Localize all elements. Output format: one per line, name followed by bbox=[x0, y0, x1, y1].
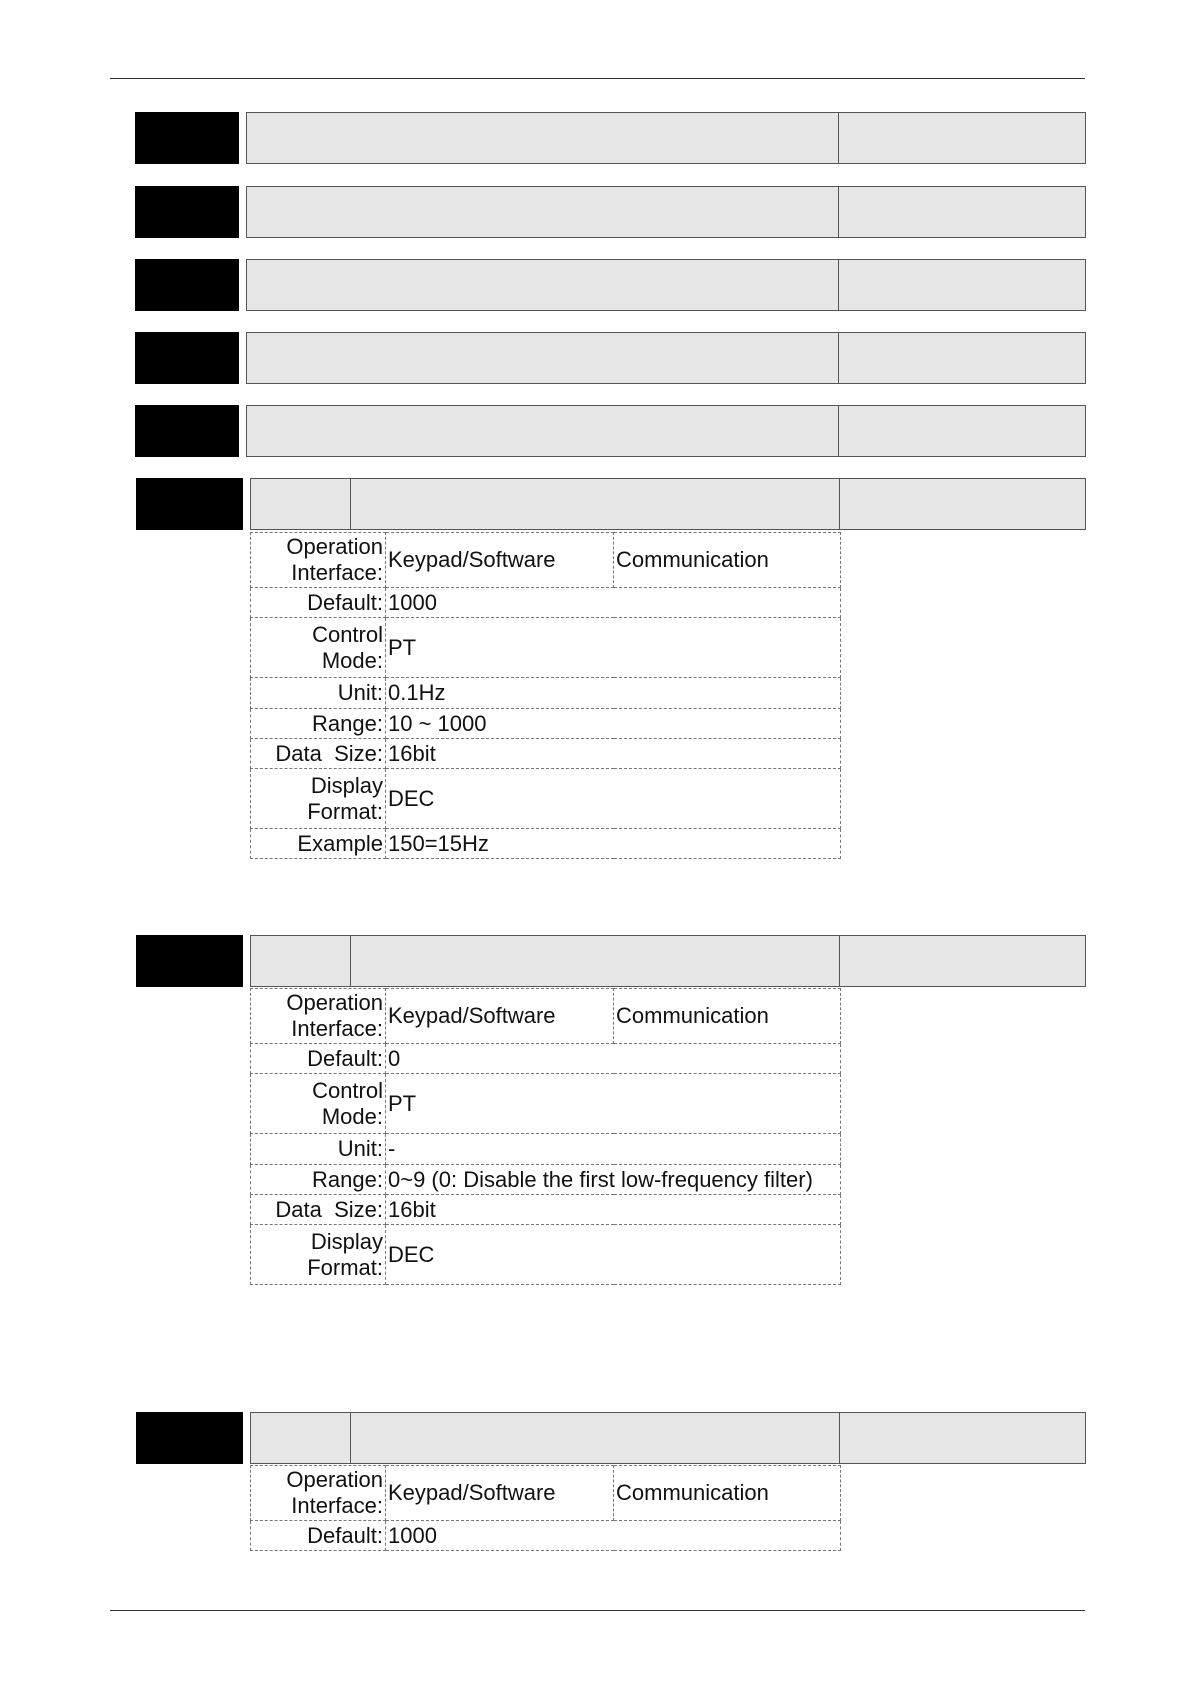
display-format-value: DEC bbox=[386, 1225, 841, 1285]
parameter-code-box bbox=[136, 478, 243, 530]
communication-value: Communication bbox=[614, 989, 841, 1044]
parameter-code-box bbox=[135, 259, 239, 311]
parameter-name-cell bbox=[246, 332, 840, 384]
table-row bbox=[251, 739, 841, 769]
range-label: Range: bbox=[251, 1165, 386, 1195]
parameter-code-box bbox=[135, 186, 239, 238]
default-label: Default: bbox=[251, 1044, 386, 1074]
data-size-value: 16bit bbox=[386, 1195, 841, 1225]
range-value: 10 ~ 1000 bbox=[386, 709, 841, 739]
table-row bbox=[251, 989, 841, 1044]
communication-value: Communication bbox=[614, 1466, 841, 1521]
parameter-type-cell bbox=[250, 478, 352, 530]
table-row bbox=[251, 769, 841, 829]
table-row bbox=[251, 1521, 841, 1551]
parameter-header-5 bbox=[0, 405, 1190, 459]
parameter-code-box bbox=[135, 112, 239, 164]
parameter-header-6 bbox=[0, 478, 1190, 532]
parameter-address-cell bbox=[838, 112, 1086, 164]
control-mode-value: PT bbox=[386, 618, 841, 678]
parameter-code-box bbox=[135, 332, 239, 384]
table-row bbox=[251, 1074, 841, 1134]
operation-interface-label: Operation Interface: bbox=[251, 989, 386, 1044]
default-label: Default: bbox=[251, 1521, 386, 1551]
unit-value: - bbox=[386, 1134, 841, 1165]
table-row bbox=[251, 1225, 841, 1285]
communication-value: Communication bbox=[614, 533, 841, 588]
keypad-software-value: Keypad/Software bbox=[386, 533, 614, 588]
display-format-label: Display Format: bbox=[251, 769, 386, 829]
table-row bbox=[251, 1134, 841, 1165]
keypad-software-value: Keypad/Software bbox=[386, 989, 614, 1044]
control-mode-label: Control Mode: bbox=[251, 618, 386, 678]
table-row bbox=[251, 588, 841, 618]
control-mode-label: Control Mode: bbox=[251, 1074, 386, 1134]
parameter-code-box bbox=[136, 1412, 243, 1464]
display-format-label: Display Format: bbox=[251, 1225, 386, 1285]
table-row bbox=[251, 618, 841, 678]
parameter-address-cell bbox=[839, 478, 1086, 530]
parameter-name-cell bbox=[350, 935, 841, 987]
table-row bbox=[251, 1165, 841, 1195]
operation-interface-label: Operation Interface: bbox=[251, 1466, 386, 1521]
parameter-header-3 bbox=[0, 259, 1190, 313]
parameter-name-cell bbox=[246, 186, 840, 238]
default-value: 1000 bbox=[386, 588, 841, 618]
parameter-address-cell bbox=[839, 935, 1086, 987]
parameter-header-2 bbox=[0, 186, 1190, 240]
data-size-label: Data Size: bbox=[251, 1195, 386, 1225]
header-rule bbox=[110, 78, 1085, 79]
table-row bbox=[251, 1195, 841, 1225]
parameter-name-cell bbox=[350, 1412, 841, 1464]
parameter-address-cell bbox=[838, 186, 1086, 238]
parameter-table-2 bbox=[250, 988, 841, 1285]
table-row bbox=[251, 829, 841, 859]
default-value: 1000 bbox=[386, 1521, 841, 1551]
example-label: Example bbox=[251, 829, 386, 859]
parameter-name-cell bbox=[246, 259, 840, 311]
unit-label: Unit: bbox=[251, 678, 386, 709]
parameter-header-1 bbox=[0, 112, 1190, 166]
parameter-type-cell bbox=[250, 1412, 352, 1464]
parameter-code-box bbox=[136, 935, 243, 987]
parameter-name-cell bbox=[350, 478, 841, 530]
range-value: 0~9 (0: Disable the first low-frequency filter) bbox=[386, 1165, 841, 1195]
parameter-name-cell bbox=[246, 405, 840, 457]
unit-value: 0.1Hz bbox=[386, 678, 841, 709]
keypad-software-value: Keypad/Software bbox=[386, 1466, 614, 1521]
parameter-type-cell bbox=[250, 935, 352, 987]
default-label: Default: bbox=[251, 588, 386, 618]
display-format-value: DEC bbox=[386, 769, 841, 829]
table-row bbox=[251, 709, 841, 739]
parameter-header-7 bbox=[0, 935, 1190, 989]
default-value: 0 bbox=[386, 1044, 841, 1074]
table-row bbox=[251, 678, 841, 709]
parameter-code-box bbox=[135, 405, 239, 457]
data-size-label: Data Size: bbox=[251, 739, 386, 769]
parameter-header-8 bbox=[0, 1412, 1190, 1466]
example-value: 150=15Hz bbox=[386, 829, 841, 859]
parameter-table-3 bbox=[250, 1465, 841, 1551]
parameter-address-cell bbox=[839, 1412, 1086, 1464]
table-row bbox=[251, 1044, 841, 1074]
operation-interface-label: Operation Interface: bbox=[251, 533, 386, 588]
table-row bbox=[251, 1466, 841, 1521]
parameter-header-4 bbox=[0, 332, 1190, 386]
control-mode-value: PT bbox=[386, 1074, 841, 1134]
parameter-address-cell bbox=[838, 259, 1086, 311]
parameter-name-cell bbox=[246, 112, 840, 164]
table-row bbox=[251, 533, 841, 588]
data-size-value: 16bit bbox=[386, 739, 841, 769]
unit-label: Unit: bbox=[251, 1134, 386, 1165]
parameter-address-cell bbox=[838, 405, 1086, 457]
parameter-table-1 bbox=[250, 532, 841, 859]
footer-rule bbox=[110, 1610, 1085, 1611]
parameter-address-cell bbox=[838, 332, 1086, 384]
range-label: Range: bbox=[251, 709, 386, 739]
